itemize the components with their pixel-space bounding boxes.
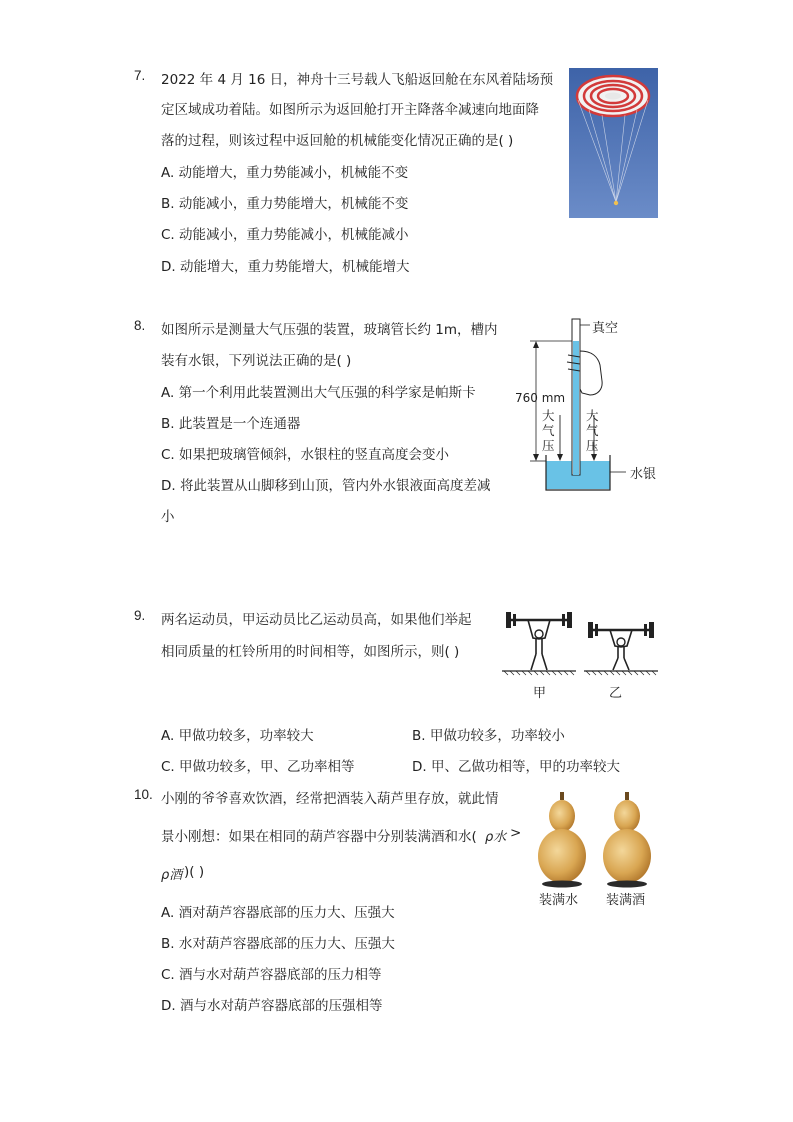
option-d: D. 将此装置从山脚移到山顶，管内外水银液面高度差减 <box>161 478 491 494</box>
option-d: D. 酒与水对葫芦容器底部的压强相等 <box>161 998 383 1014</box>
question-text-line: 落的过程，则该过程中返回舱的机械能变化情况正确的是( ) <box>161 133 514 149</box>
air-pressure-label-right: 大气压 <box>586 408 599 453</box>
question-text-line: )( ) <box>184 864 205 880</box>
option-c: C. 动能减小，重力势能减小，机械能减小 <box>161 227 409 243</box>
rho-water: ρ水 <box>485 830 507 845</box>
air-pressure-label-left: 大气压 <box>542 408 555 453</box>
option-d: D. 甲、乙做功相等，甲的功率较大 <box>412 759 620 775</box>
gourd-figure <box>535 790 660 890</box>
question-text-line: 景小刚想：如果在相同的葫芦容器中分别装满酒和水( <box>161 829 477 845</box>
question-number: 7. <box>134 68 146 83</box>
question-text-line: 如图所示是测量大气压强的装置，玻璃管长约 1m，槽内 <box>161 322 498 338</box>
question-number: 10. <box>134 787 153 802</box>
lifter-label-yi: 乙 <box>609 686 623 701</box>
option-a: A. 酒对葫芦容器底部的压力大、压强大 <box>161 905 395 921</box>
option-c: C. 甲做功较多，甲、乙功率相等 <box>161 759 355 775</box>
question-text-line: 小刚的爷爷喜欢饮酒，经常把酒装入葫芦里存放，就此情 <box>161 791 499 807</box>
vacuum-label: 真空 <box>592 321 619 336</box>
greater-than: > <box>510 825 522 841</box>
option-c: C. 酒与水对葫芦容器底部的压力相等 <box>161 967 382 983</box>
option-b: B. 此装置是一个连通器 <box>161 416 301 432</box>
question-number: 8. <box>134 318 146 333</box>
option-c: C. 如果把玻璃管倾斜，水银柱的竖直高度会变小 <box>161 447 450 463</box>
question-text-line: 相同质量的杠铃所用的时间相等，如图所示，则( ) <box>161 644 460 660</box>
weightlifters-figure <box>500 608 662 680</box>
option-d-continued: 小 <box>161 509 175 525</box>
gourd-label-water: 装满水 <box>539 893 579 908</box>
question-text-line: 两名运动员，甲运动员比乙运动员高，如果他们举起 <box>161 612 472 628</box>
option-a: A. 动能增大，重力势能减小，机械能不变 <box>161 165 409 181</box>
question-number: 9. <box>134 608 146 623</box>
mercury-label: 水银 <box>630 467 657 482</box>
lifter-label-jia: 甲 <box>533 686 547 701</box>
option-b: B. 动能减小，重力势能增大，机械能不变 <box>161 196 409 212</box>
height-label: 760 mm <box>515 391 566 405</box>
option-b: B. 水对葫芦容器底部的压力大、压强大 <box>161 936 395 952</box>
option-a: A. 第一个利用此装置测出大气压强的科学家是帕斯卡 <box>161 385 476 401</box>
question-text-line: 装有水银，下列说法正确的是( ) <box>161 353 352 369</box>
rho-wine: ρ酒 <box>161 868 183 883</box>
gourd-label-wine: 装满酒 <box>606 893 646 908</box>
question-text-line: 2022 年 4 月 16 日，神舟十三号载人飞船返回舱在东风着陆场预 <box>161 72 554 88</box>
parachute-photo <box>569 68 658 218</box>
option-b: B. 甲做功较多，功率较小 <box>412 728 565 744</box>
question-text-line: 定区域成功着陆。如图所示为返回舱打开主降落伞减速向地面降 <box>161 102 539 118</box>
option-a: A. 甲做功较多，功率较大 <box>161 728 314 744</box>
option-d: D. 动能增大，重力势能增大，机械能增大 <box>161 259 410 275</box>
